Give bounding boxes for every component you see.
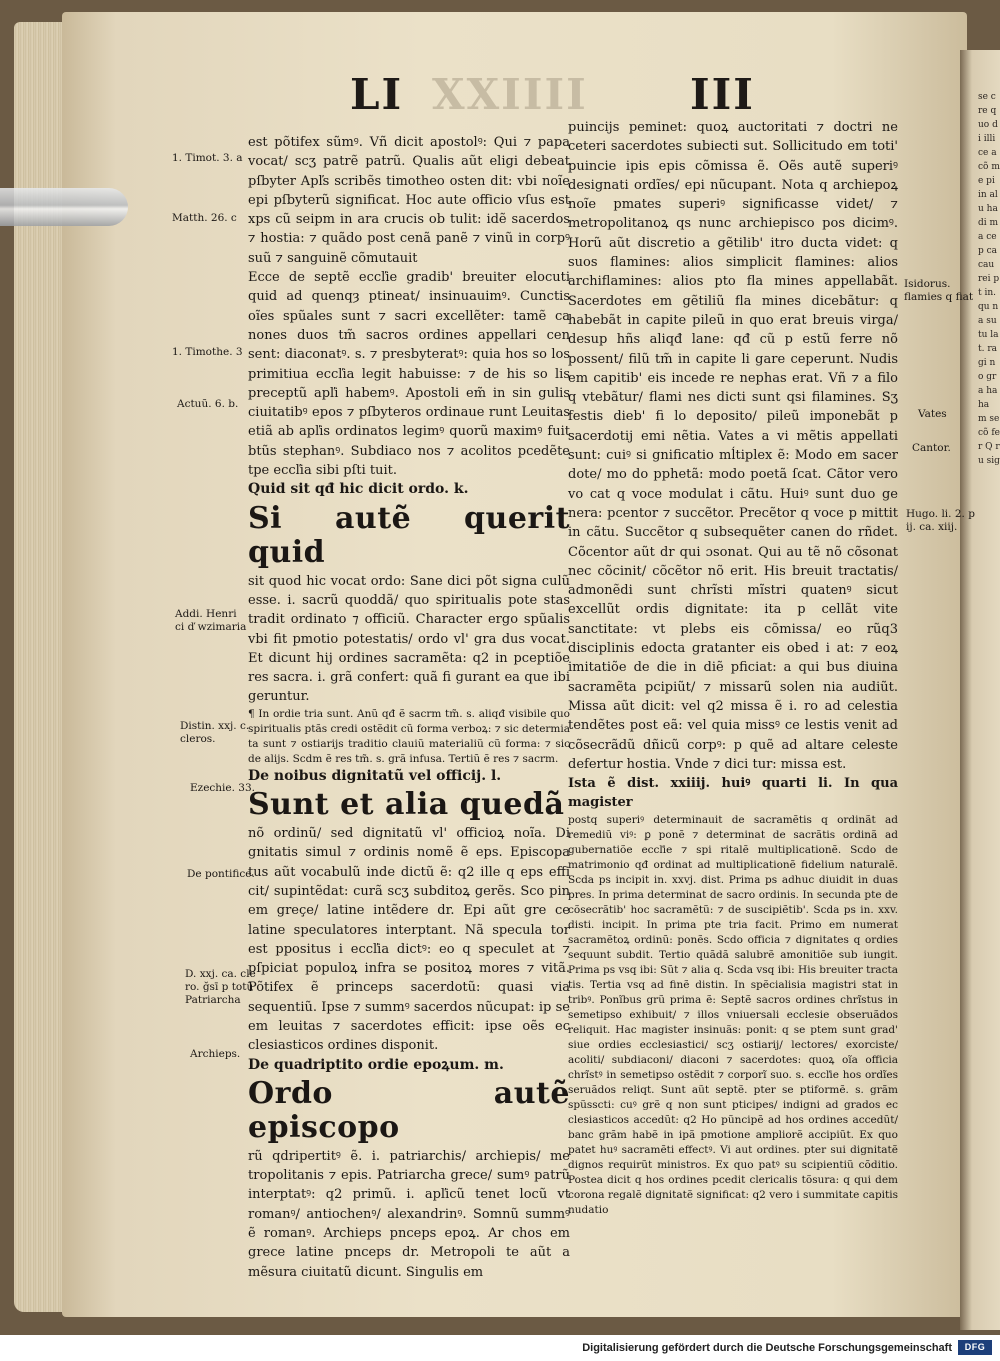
- left-column-big-3: Si autẽ querit quid: [248, 500, 570, 570]
- margin-note-left-2: 1. Timothe. 3: [172, 346, 243, 358]
- margin-note-left-0: 1. Timot. 3. a: [172, 152, 243, 164]
- right-column-small-2: postq superiꝰ determinauit de sacramẽtis q ordinãt ad remediũ viꝰ: ꝑ ponẽ ⁊ determinat de sacrãtis ordinã ad gubernatiõe eccľie ⁊ spi ritalẽ multiplicationẽ. Scdo de matrimonio qđ ordinat ad multiplicationẽ fidelium naturalẽ. Scda ps incipit in. xxvj. dist. Prima ps adhuc diuidit in duas pres. In prima determinat de sacro ordinis. In secunda pte de cõsecrãtib' hoc sacramẽtũ: ⁊ de suscipiẽtib'. Scda ps in. xxv. disti. incipit. In prima pte tria facit. Primo em numerat sacramẽtoꝝ ordinũ: ponẽs. Scdo officia ⁊ dignitates q ordies sequunt subdit. Tertio quãdã salubrẽ amonitiõe sub iungit. Prima ps vsq ibi: Sũt ⁊ alia q. Scda vsq ibi: His breuiter tracta tis. Tertia vsq ad finẽ distin. In spẽcialisia magistri stat in tribꝰ. Ponĩbus grũ prima ẽ: Septẽ sacros ordines chrĩstus in semetipso exhibuit/ ⁊ illos vniuersali ecclesie obseruãdos reliquit. Hac magister insinuãs: ponit: q se ptem sunt grad' siue ordies ecclesiastici/ scʒ ostiarij/ lectores/ exorciste/ acoliti/ subdiaconi/ diaconi ⁊ sacerdotes: quoꝝ oĩa officia chrĩstꝰ in semetipso ostẽdit ⁊ corporĩ suo. s. eccľie hos ordĩes seruãdos reliqt. Sunt aũt septẽ. pter se ptiformẽ. s. grãm spũsscti: cuꝰ grẽ q non sunt pticipes/ indigni ad grados ec clesiasticos accedũt: q2 Ho pũncipẽ ad hos ordines accedũt/ banc grãm habẽ in ipã pmotione ampliorẽ accipiũt. Ex quo patet huꝰ sacramẽti effectꝰ. Vi aut ordines. pter sui dignitatẽ dignos requirũt ministros. Ex quo patꝰ su scipientiũ cõditio. Postea dicit q hos ordines pcedit clericalis tõsura: q qui dem corona regalẽ dignitatẽ significat: q2 vero i summitate capitis nudatio: [568, 813, 899, 1216]
- folio-bleedthrough: XXIIII: [432, 70, 588, 119]
- page-clip: [0, 188, 128, 226]
- dfg-logo: DFG: [958, 1340, 992, 1355]
- margin-note-left-5: Distin. xxj. c. cleros.: [180, 720, 250, 745]
- margin-note-right-3: Hugo. li. 2. p ij. ca. xiij.: [906, 508, 975, 533]
- left-column-big-7: Sunt et alia quedã: [248, 787, 565, 823]
- right-column-text-0: puincijs peminet: quoꝝ auctoritati ⁊ doctri ne ceteri sacerdotes subiecti sut. Sollicitudo em toti' puincie ipis epis cõmissa ẽ. Oẽs autẽ superiꝰ designati ordĩes/ epi nũcupant. Nota q archiepoꝝ noĩe pmates superiꝰ significasse videt/ ⁊ metropolitanoꝝ qs nunc archiepisco pos dicimꝰ. Horũ aũt discretio a gẽtilib' itro ducta videt: q suos flamines: alios simplicit flamines: alios archiflamines: alios pto fla mines appellabãt. Sacerdotes em gẽtiliũ fla mines dicebãtur: q habebãt in capite pileũ in quo erat breuis virga/ desup hñs aliqđ lane: qđ cũ p estũ ferre nõ possent/ filũ tm̃ in capite li gare ceperunt. Nudis em capitib' eis incede re nephas erat. Vñ ⁊ a filo q vtebãtur/ flami nes dicti sunt qsi filamines. Sʒ festis dieb' fi lo deposito/ pileũ imponebãt p sacerdotij emi nẽtia. Vates a vi mẽtis appellati sunt: cuiꝰ si gnificatio mĺtiplex ẽ: Modo em sacer dote/ mo do pphetã: modo poetã ſcat. Cãtor vero vo cat q voce modulat i cãtu. Huiꝰ sunt duo ge nera: pcentor ⁊ succẽtor. Precẽtor q voce p mittit in cãtu. Succẽtor q subsequẽter canen do rñdet. Cõcentor aũt dr qui ɔsonat. Qui au tẽ nõ cõsonat nec cõcinit/ cõcẽtor nõ erit. His breuit tractatis/ admonẽdi sunt chrĩsti mĩstri quatenꝰ sicut excellũt ordis dignitate: ita p cellãt vite sanctitate: vt plebs eis cõmissa/ eo rũq3 disciplinis edocta gratanter eis obed i at: ⁊ eoꝝ imitatiõe de die in diẽ pficiat: a qui bus diuina sacramẽta pcipiũt/ ⁊ missarũ solen nia audiũt. Missa aũt dicit: vel q2 missa ẽ i. ro ad celestia tendẽtes post eã: vel quia missꝰ ce lestis venit ad cõsecrãdũ dñicũ corpꝰ: p quẽ ad altare celeste defertur hostia. Vnde ⁊ dici tur: missa est.: [568, 120, 898, 772]
- margin-note-left-6: Ezechie. 33.: [190, 782, 255, 794]
- margin-note-right-1: Vates: [918, 408, 947, 420]
- footer-credit: Digitalisierung gefördert durch die Deutsche Forschungsgemeinschaft: [582, 1342, 952, 1354]
- margin-note-left-7: De pontifice.: [187, 868, 255, 880]
- left-column-small-5: ¶ In ordie tria sunt. Anũ qđ ẽ sacrm tm̃. s. aliqđ visibile quo spiritualis ptãs credi ostẽdit cũ forma verboꝝ: ⁊ sic determia ta sunt ⁊ ostiarijs traditio clauiũ materialiũ cũ forma: ⁊ sic de alijs. Scdm ẽ res tm̃. s. grã infusa. Tertiũ ẽ res ⁊ sacrm.: [248, 707, 570, 765]
- text-column-left: [248, 133, 570, 1280]
- left-column-rubric-2: Quid sit qđ hic dicit ordo. k.: [248, 481, 469, 498]
- margin-note-right-0: Isidorus. flamies q fiat: [904, 278, 974, 303]
- left-column-text-4: sit quod hic vocat ordo: Sane dici põt signa culũ esse. i. sacrũ quoddã/ quo spiritualis pote stas tradit ordinato ⁊ officiũ. Character ergo spũalis vbi fit pmotio potestatis/ ordo vl' gra dus vocat. Et dicunt hij ordines sacramẽta: q2 in pceptiõe res sacra. i. grã confert: quã fi gurant ea que ibi geruntur.: [248, 573, 570, 705]
- digitization-footer: [0, 1335, 1000, 1361]
- margin-note-left-9: Archieps.: [190, 1048, 241, 1060]
- right-column-lead-1: Ista ẽ dist. xxiiij. huiꝰ quarti li. In qua magister: [568, 776, 898, 811]
- margin-note-left-1: Matth. 26. c: [172, 212, 237, 224]
- facing-page-text: se cre quo di illi ce a cõ me pi in alu ha di ma cep ca cau rei pt in. qu na su tu lat. ra gi no gra ha ha m se cõ fer Q ru sig: [978, 92, 1000, 466]
- left-column-text-1: Ecce de septẽ eccľie gradib' breuiter elocuti quid ad quenqȝ ptineat/ insinuauimꝰ. Cunctis oĩes spũales sunt ⁊ sacri excellẽter: tamẽ ca nones duos tm̃ sacros ordines appellari cen sent: diaconatꝰ. s. ⁊ presbyteratꝰ: quia hos so los primitiua eccľia legit habuisse: ⁊ de his so lis preceptũ apľi habemꝰ. Apostoli em̃ in sin gulis ciuitatibꝰ epos ⁊ pſbyteros ordinaue runt Leuitas etiã ab apľis ordinatos legimꝰ quorũ maximꝰ fuit btũs stephanꝰ. Subdiaco nos ⁊ acolitos pcedẽte tpe eccľia sibi pſti tuit.: [248, 270, 570, 479]
- left-column-big-10: Ordo autẽ episcopo: [248, 1075, 570, 1145]
- folio-number-left: LI: [350, 70, 404, 119]
- left-column-text-8: nõ ordinũ/ sed dignitatũ vl' officioꝝ noĩa. Di gnitatis simul ⁊ ordinis nomẽ ẽ eps. Episcopa tus aũt vocabulũ inde dictũ ẽ: q2 ille q eps effi cit/ supintẽdat: curã scʒ subditoꝝ gerẽs. Sco pin em greçe/ latine intẽdere dr. Epi aũt gre ce latine speculatores interptant. Nã specula tor est ppositus i eccľia dictꝰ: eo q speculet at ⁊ pſpiciat populoꝝ infra se positoꝝ mores ⁊ vitã. Põtifex ẽ princeps sacerdotũ: quasi via sequentiũ. Ipse ⁊ summꝰ sacerdos nũcupat: ip se em leuitas ⁊ sacerdotes efficit: ipse oẽs ec clesiasticos ordines disponit.: [248, 826, 570, 1054]
- left-column-rubric-9: De quadriptito ordie epoꝝum. m.: [248, 1056, 504, 1073]
- left-column-text-11: rũ qdripertitꝰ ẽ. i. patriarchis/ archiepis/ me tropolitanis ⁊ epis. Patriarcha grece/ sumꝰ patrũ interptatꝰ: q2 primũ. i. apľicũ tenet locũ vt romanꝰ/ antiochenꝰ/ alexandrinꝰ. Somnũ summꝰ ẽ romanꝰ. Archieps pnceps epoꝝ. Ar chos em grece latine pnceps dr. Metropoli te aũt a mẽsura ciuitatũ dicunt. Singulis em: [248, 1148, 570, 1280]
- left-column-text-0: est põtifex sũmꝰ. Vñ dicit apostolꝰ: Qui ⁊ papa vocat/ scʒ patrẽ patrũ. Qualis aũt eligi debeat pſbyter Apľs scribẽs timotheo osten dit: vbi noĩe epi pſbyterũ significat. Hoc aute officio vſus est xps cũ seipm in ara crucis ob tulit: idẽ sacerdos ⁊ hostia: ⁊ quãdo post cenã panẽ ⁊ vinũ in corpꝰ suũ ⁊ sanguinẽ cõmutauit: [248, 135, 570, 266]
- text-column-right: [568, 118, 899, 1216]
- margin-note-right-2: Cantor.: [912, 442, 951, 454]
- margin-note-left-4: Addi. Henri ci ď wzimaria: [175, 608, 247, 633]
- margin-note-left-3: Actuũ. 6. b.: [177, 398, 239, 410]
- margin-note-left-8: D. xxj. ca. cle ro. ğsī p totũ Patriarcha: [185, 968, 256, 1006]
- left-column-rubric-6: De noibus dignitatũ vel officij. l.: [248, 767, 502, 784]
- folio-number-right: III: [690, 70, 755, 119]
